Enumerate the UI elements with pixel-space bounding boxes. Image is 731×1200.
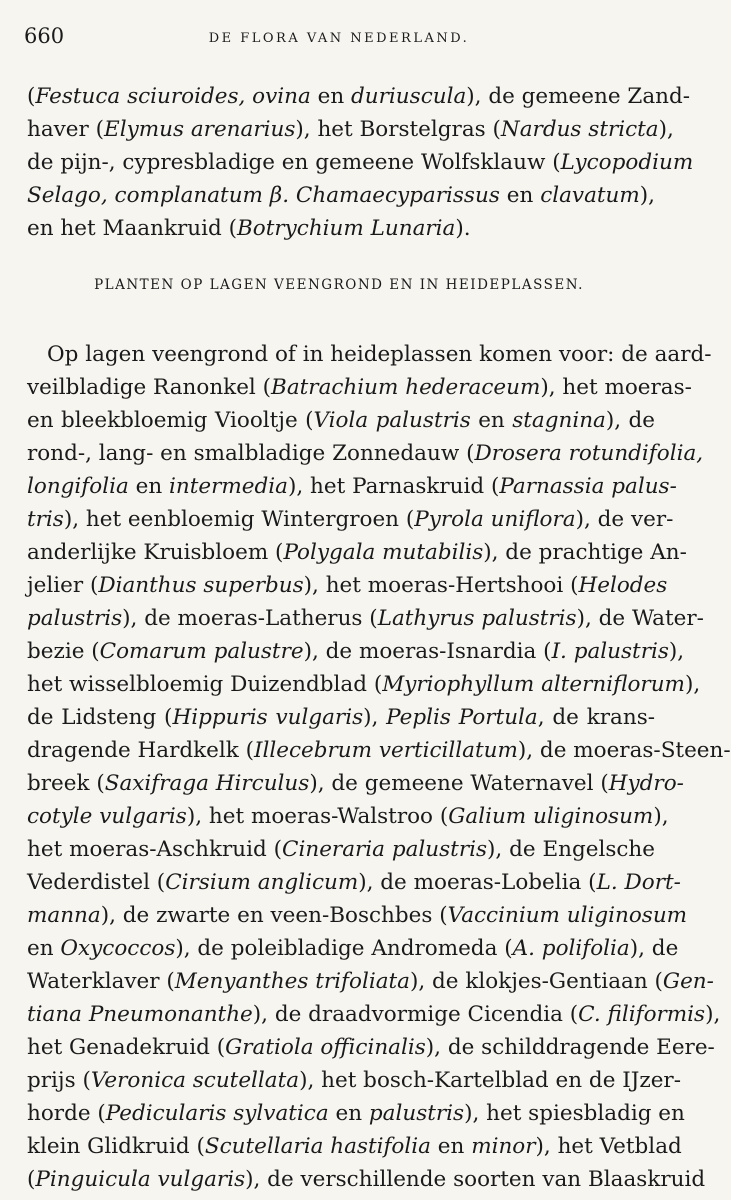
latin-name: Galium uliginosum xyxy=(448,804,654,829)
page-number: 660 xyxy=(24,24,65,48)
latin-name: Menyanthes trifoliata xyxy=(174,969,410,994)
latin-name: Helodes xyxy=(578,573,668,598)
text-line: veilbladige Ranonkel (Batrachium hederaceum), het moeras- xyxy=(27,375,692,400)
text-line: bezie (Comarum palustre), de moeras-Isnardia (I. palustris), xyxy=(27,639,685,664)
latin-name: Nardus stricta xyxy=(500,117,659,142)
latin-name: Hippuris vulgaris xyxy=(172,705,364,730)
latin-name: Cirsium anglicum xyxy=(165,870,359,895)
page-header xyxy=(24,24,654,50)
text-line: prijs (Veronica scutellata), het bosch-Kartelblad en de IJzer- xyxy=(27,1068,681,1093)
latin-name: longifolia xyxy=(27,474,129,499)
text-line: dragende Hardkelk (Illecebrum verticillatum), de moeras-Steen- xyxy=(27,738,731,763)
latin-name: Batrachium hederaceum xyxy=(271,375,541,400)
latin-name: Oxycoccos xyxy=(60,936,176,961)
latin-name: Lycopodium xyxy=(560,150,694,175)
text-line: Vederdistel (Cirsium anglicum), de moeras-Lobelia (L. Dort- xyxy=(27,870,681,895)
text-line: manna), de zwarte en veen-Boschbes (Vaccinium uliginosum xyxy=(27,903,688,928)
text-line: het wisselbloemig Duizendblad (Myriophyllum alterniflorum), xyxy=(27,672,701,697)
text-line: Selago, complanatum β. Chamaecyparissus en clavatum), xyxy=(27,183,655,208)
latin-name: duriuscula xyxy=(351,84,467,109)
latin-name: C. filiformis xyxy=(578,1002,706,1027)
latin-name: Elymus arenarius xyxy=(104,117,296,142)
latin-name: intermedia xyxy=(169,474,288,499)
text-line: tris), het eenbloemig Wintergroen (Pyrola uniflora), de ver- xyxy=(27,507,674,532)
text-line: de pijn-, cypresbladige en gemeene Wolfsklauw (Lycopodium xyxy=(27,150,694,175)
text-line: haver (Elymus arenarius), het Borstelgras (Nardus stricta), xyxy=(27,117,674,142)
text-line: Op lagen veengrond of in heideplassen komen voor: de aard- xyxy=(47,342,712,367)
latin-name: Saxifraga Hirculus xyxy=(104,771,310,796)
latin-name: A. polifolia xyxy=(512,936,630,961)
latin-name: Illecebrum verticillatum xyxy=(254,738,518,763)
latin-name: stagnina xyxy=(512,408,606,433)
text-line: anderlijke Kruisbloem (Polygala mutabilis), de prachtige An- xyxy=(27,540,687,565)
text-line: rond-, lang- en smalbladige Zonnedauw (Drosera rotundifolia, xyxy=(27,441,704,466)
text-line: cotyle vulgaris), het moeras-Walstroo (Galium uliginosum), xyxy=(27,804,669,829)
text-line: het Genadekruid (Gratiola officinalis), de schilddragende Eere- xyxy=(27,1035,715,1060)
text-line: palustris), de moeras-Latherus (Lathyrus palustris), de Water- xyxy=(27,606,704,631)
latin-name: Comarum palustre xyxy=(99,639,304,664)
text-line: Waterklaver (Menyanthes trifoliata), de klokjes-Gentiaan (Gen- xyxy=(27,969,714,994)
text-line: het moeras-Aschkruid (Cineraria palustris), de Engelsche xyxy=(27,837,655,862)
latin-name: minor xyxy=(471,1134,536,1159)
section-heading: PLANTEN OP LAGEN VEENGROND EN IN HEIDEPLASSEN. xyxy=(94,277,584,293)
text-line: jelier (Dianthus superbus), het moeras-Hertshooi (Helodes xyxy=(27,573,668,598)
latin-name: Pedicularis sylvatica xyxy=(105,1101,329,1126)
latin-name: I. palustris xyxy=(551,639,669,664)
latin-name: Polygala mutabilis xyxy=(283,540,484,565)
latin-name: Botrychium Lunaria xyxy=(236,216,456,241)
text-line: de Lidsteng (Hippuris vulgaris), Peplis Portula, de krans- xyxy=(27,705,656,730)
latin-name: Scutellaria hastifolia xyxy=(204,1134,431,1159)
latin-name: palustris xyxy=(27,606,123,631)
text-line: breek (Saxifraga Hirculus), de gemeene Waternavel (Hydro- xyxy=(27,771,684,796)
latin-name: Pinguicula vulgaris xyxy=(35,1167,246,1192)
latin-name: Hydro- xyxy=(608,771,684,796)
latin-name: Lathyrus palustris xyxy=(377,606,577,631)
latin-name: Viola palustris xyxy=(313,408,471,433)
latin-name: Gen- xyxy=(662,969,714,994)
latin-name: Peplis Portula xyxy=(386,705,538,730)
text-line: klein Glidkruid (Scutellaria hastifolia en minor), het Vetblad xyxy=(27,1134,682,1159)
latin-name: tiana Pneumonanthe xyxy=(27,1002,253,1027)
latin-name: cotyle vulgaris xyxy=(27,804,187,829)
latin-name: Selago, complanatum β. Chamaecyparissus xyxy=(27,183,500,208)
latin-name: manna xyxy=(27,903,101,928)
text-line: en het Maankruid (Botrychium Lunaria). xyxy=(27,216,471,241)
text-line: en bleekbloemig Viooltje (Viola palustris en stagnina), de xyxy=(27,408,656,433)
latin-name: Festuca sciuroides, ovina xyxy=(35,84,311,109)
text-line: (Festuca sciuroides, ovina en duriuscula), de gemeene Zand- xyxy=(27,84,691,109)
latin-name: Drosera rotundifolia, xyxy=(474,441,704,466)
text-line: longifolia en intermedia), het Parnaskruid (Parnassia palus- xyxy=(27,474,677,499)
latin-name: Pyrola uniflora xyxy=(414,507,576,532)
latin-name: L. Dort- xyxy=(596,870,681,895)
latin-name: palustris xyxy=(368,1101,465,1126)
latin-name: clavatum xyxy=(540,183,640,208)
latin-name: Dianthus superbus xyxy=(98,573,304,598)
text-line: tiana Pneumonanthe), de draadvormige Cicendia (C. filiformis), xyxy=(27,1002,721,1027)
latin-name: Veronica scutellata xyxy=(90,1068,300,1093)
text-line: en Oxycoccos), de poleibladige Andromeda (A. polifolia), de xyxy=(27,936,679,961)
latin-name: Cineraria palustris xyxy=(282,837,488,862)
latin-name: Myriophyllum alterniflorum xyxy=(382,672,685,697)
latin-name: Vaccinium uliginosum xyxy=(447,903,688,928)
text-line: (Pinguicula vulgaris), de verschillende soorten van Blaaskruid xyxy=(27,1167,706,1192)
running-title: DE FLORA VAN NEDERLAND. xyxy=(208,31,470,46)
text-line: horde (Pedicularis sylvatica en palustris), het spiesbladig en xyxy=(27,1101,685,1126)
latin-name: tris xyxy=(27,507,64,532)
latin-name: Parnassia palus- xyxy=(499,474,677,499)
latin-name: Gratiola officinalis xyxy=(225,1035,426,1060)
